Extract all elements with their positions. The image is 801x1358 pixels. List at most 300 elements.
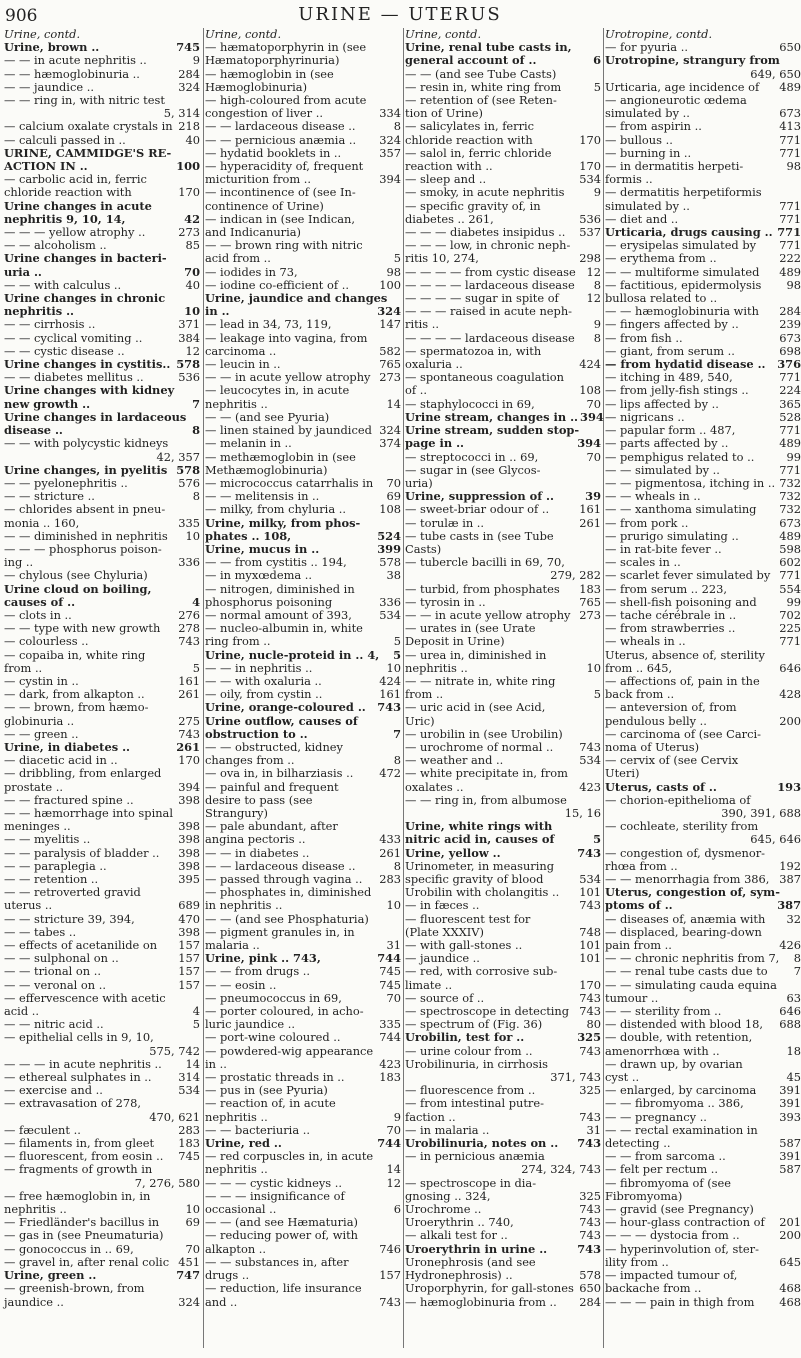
page-reference: 578 bbox=[579, 1268, 601, 1283]
entry-text: monia .. 160, bbox=[4, 515, 80, 530]
entry-text: Urine, orange-coloured .. bbox=[205, 700, 366, 715]
page-reference: 424 bbox=[579, 357, 601, 372]
page-reference: 650 bbox=[779, 40, 801, 55]
page-reference: 274, 324, 743 bbox=[521, 1162, 601, 1177]
page-reference: 201 bbox=[779, 1215, 801, 1230]
entry-text: — — ring in, from albumose bbox=[405, 792, 567, 807]
entry-text: — — — in acute nephritis .. bbox=[4, 1056, 162, 1071]
page-reference: 10 bbox=[386, 660, 401, 675]
entry-text: — cystin in .. bbox=[4, 673, 79, 688]
entry-text: — fragments of growth in bbox=[4, 1162, 153, 1177]
entry-text: nephritis .. bbox=[205, 1109, 268, 1124]
entry-text: — specific gravity of, in bbox=[405, 198, 541, 213]
page-reference: 732 bbox=[779, 489, 801, 504]
index-entry bbox=[605, 847, 801, 860]
page-reference: 31 bbox=[586, 1122, 601, 1137]
entry-text: — spermatozoa in, with bbox=[405, 343, 542, 358]
index-entry bbox=[205, 1111, 401, 1124]
page-reference: 324 bbox=[379, 132, 401, 147]
entry-text: — — pyelonephritis .. bbox=[4, 475, 128, 490]
entry-text: phates .. 108, bbox=[205, 528, 292, 543]
index-entry bbox=[4, 635, 200, 648]
entry-text: in .. bbox=[205, 1056, 227, 1071]
page-reference: 8 bbox=[192, 423, 200, 438]
page-reference: 14 bbox=[386, 396, 401, 411]
index-entry bbox=[4, 649, 200, 662]
entry-text: — — eosin .. bbox=[205, 977, 277, 992]
index-entry bbox=[405, 649, 601, 662]
entry-text: — — hæmoglobinuria .. bbox=[4, 66, 140, 81]
entry-text: pain from .. bbox=[605, 938, 672, 953]
entry-text: — linen stained by jaundiced bbox=[205, 423, 372, 438]
page-reference: 183 bbox=[178, 1136, 200, 1151]
entry-text: — — — diabetes insipidus .. bbox=[405, 225, 566, 240]
page-reference: 376 bbox=[777, 357, 801, 372]
entry-text: nephritis .. bbox=[205, 396, 268, 411]
entry-text: — for pyuria .. bbox=[605, 40, 688, 55]
entry-text: — — stricture 39, 394, bbox=[4, 911, 135, 926]
entry-text: nephritis .. bbox=[205, 1162, 268, 1177]
page-reference: 746 bbox=[379, 1241, 401, 1256]
page-reference: 18 bbox=[786, 1043, 801, 1058]
page-reference bbox=[399, 1282, 401, 1295]
page-reference: 6 bbox=[593, 53, 601, 68]
index-entry bbox=[605, 701, 801, 714]
entry-text: — epithelial cells in 9, 10, bbox=[4, 1030, 154, 1045]
index-entry bbox=[4, 1031, 200, 1044]
page-reference: 239 bbox=[779, 317, 801, 332]
page-reference bbox=[399, 913, 401, 926]
index-entry bbox=[205, 569, 401, 582]
entry-text: noma of Uterus) bbox=[605, 739, 700, 754]
index-entry bbox=[605, 715, 801, 728]
index-column bbox=[405, 27, 604, 1353]
index-entry bbox=[205, 437, 401, 450]
page-reference: 390, 391, 688 bbox=[721, 805, 801, 820]
entry-text: ACTION IN .. bbox=[4, 159, 88, 174]
entry-text: — — (and see Pyuria) bbox=[205, 409, 330, 424]
entry-text: Casts) bbox=[405, 541, 442, 556]
page-reference: 170 bbox=[579, 977, 601, 992]
page-reference: 9 bbox=[593, 317, 601, 332]
page-reference: 771 bbox=[779, 462, 801, 477]
index-entry bbox=[4, 1243, 200, 1256]
entry-text: Urine, red .. bbox=[205, 1136, 282, 1151]
index-entry bbox=[4, 715, 200, 728]
page-reference bbox=[198, 1031, 200, 1044]
entry-text: — cochleate, sterility from bbox=[605, 819, 759, 834]
entry-text: uterus .. bbox=[4, 898, 53, 913]
entry-text: — — — — lardaceous disease bbox=[405, 277, 575, 292]
entry-text: — shell-fish poisoning and bbox=[605, 594, 757, 609]
index-entry bbox=[4, 979, 200, 992]
page-reference bbox=[399, 200, 401, 213]
index-entry bbox=[205, 1097, 401, 1110]
entry-text: — — paraplegia .. bbox=[4, 858, 107, 873]
entry-text: uria .. bbox=[4, 264, 42, 279]
page-reference: 161 bbox=[178, 673, 200, 688]
page-reference: 489 bbox=[779, 528, 801, 543]
index-entry bbox=[205, 662, 401, 675]
page-reference: 765 bbox=[379, 357, 401, 372]
entry-text: — pemphigus related to .. bbox=[605, 449, 755, 464]
page-reference: 743 bbox=[579, 1043, 601, 1058]
entry-text: drugs .. bbox=[205, 1268, 250, 1283]
page-reference bbox=[599, 464, 601, 477]
index-entry bbox=[405, 781, 601, 794]
entry-text: — — — insignificance of bbox=[205, 1188, 345, 1203]
index-entry bbox=[405, 1177, 601, 1190]
index-entry bbox=[605, 913, 801, 926]
entry-text: specific gravity of blood bbox=[405, 872, 544, 886]
page-reference: 63 bbox=[786, 990, 801, 1005]
page-reference bbox=[399, 794, 401, 807]
index-entry bbox=[605, 186, 801, 199]
entry-text: — — diminished in nephritis bbox=[4, 528, 168, 543]
page-reference: 192 bbox=[779, 858, 801, 873]
page-reference: 743 bbox=[579, 1202, 601, 1217]
entry-text: — hydatid booklets in .. bbox=[205, 145, 342, 160]
page-reference: 489 bbox=[779, 436, 801, 451]
entry-text: Urobilin, test for .. bbox=[405, 1030, 525, 1045]
page-reference: 489 bbox=[779, 264, 801, 279]
page-reference bbox=[599, 120, 601, 133]
page-reference: 100 bbox=[379, 277, 401, 292]
entry-text: URINE, CAMMIDGE'S RE- bbox=[4, 145, 172, 160]
index-entry bbox=[4, 965, 200, 978]
page-reference: 101 bbox=[579, 938, 601, 953]
index-entry bbox=[405, 701, 601, 714]
page-reference: 157 bbox=[178, 964, 200, 979]
entry-text: — fluorescent test for bbox=[405, 911, 531, 926]
entry-text: — — myelitis .. bbox=[4, 832, 91, 847]
page-reference: 534 bbox=[178, 1083, 200, 1098]
index-entry bbox=[405, 1296, 601, 1309]
page-reference: 743 bbox=[577, 845, 601, 860]
page-reference: 393 bbox=[779, 1109, 801, 1124]
entry-text: — — (and see Tube Casts) bbox=[405, 66, 557, 81]
page-number: 906 bbox=[5, 6, 38, 26]
entry-text: nitric acid in, causes of bbox=[405, 832, 555, 847]
index-entry bbox=[405, 1111, 601, 1124]
page-reference: 578 bbox=[176, 462, 200, 477]
entry-text: Urine, yellow .. bbox=[405, 845, 501, 860]
index-entry bbox=[605, 833, 801, 846]
entry-text: — reaction of, in acute bbox=[205, 1096, 336, 1111]
page-reference: 218 bbox=[178, 119, 200, 134]
page-reference: 536 bbox=[579, 211, 601, 226]
entry-text: — red corpuscles in, in acute bbox=[205, 1149, 374, 1164]
entry-text: — diet and .. bbox=[605, 211, 679, 226]
index-entry bbox=[605, 1031, 801, 1044]
index-entry bbox=[205, 398, 401, 411]
index-entry bbox=[405, 517, 601, 530]
entry-text: — uric acid in (see Acid, bbox=[405, 700, 546, 715]
entry-text: and Indicanuria) bbox=[205, 225, 301, 240]
entry-text: simulated by .. bbox=[605, 198, 690, 213]
entry-text: — distended with blood 18, bbox=[605, 1017, 763, 1032]
page-reference: 101 bbox=[579, 951, 601, 966]
entry-text: — — from cystitis .. 194, bbox=[205, 555, 347, 570]
entry-text: — fingers affected by .. bbox=[605, 317, 739, 332]
entry-text: back from .. bbox=[605, 687, 675, 702]
index-entry bbox=[4, 266, 200, 279]
page-reference: 645 bbox=[779, 1254, 801, 1269]
page-reference: 534 bbox=[579, 172, 601, 187]
entry-text: — bullous .. bbox=[605, 132, 673, 147]
page-reference: 743 bbox=[379, 1294, 401, 1309]
entry-text: — gas in (see Pneumaturia) bbox=[4, 1228, 164, 1243]
page-reference: 743 bbox=[579, 898, 601, 913]
entry-text: backache from .. bbox=[605, 1281, 702, 1296]
page-reference: 424 bbox=[379, 673, 401, 688]
index-entry bbox=[605, 965, 801, 978]
entry-text: jaundice .. bbox=[4, 1294, 64, 1309]
entry-text: tumour .. bbox=[605, 990, 659, 1005]
page-reference: 12 bbox=[386, 1175, 401, 1190]
entry-text: Uroerythrin in urine .. bbox=[405, 1241, 548, 1256]
page-reference: 394 bbox=[379, 172, 401, 187]
index-entry bbox=[205, 1045, 401, 1058]
index-entry bbox=[205, 715, 401, 728]
page-reference: 200 bbox=[779, 713, 801, 728]
page-reference: 45 bbox=[786, 1070, 801, 1085]
page-reference bbox=[399, 451, 401, 464]
page-reference bbox=[599, 1177, 601, 1190]
entry-text: reaction with .. bbox=[405, 159, 493, 174]
page-reference: 8 bbox=[393, 119, 401, 134]
page-reference: 732 bbox=[779, 502, 801, 517]
page-reference: 743 bbox=[577, 1136, 601, 1151]
page-reference: 598 bbox=[779, 541, 801, 556]
page-reference: 528 bbox=[779, 409, 801, 424]
page-reference: 70 bbox=[185, 1241, 200, 1256]
index-entry bbox=[405, 68, 601, 81]
page-reference: 423 bbox=[379, 1056, 401, 1071]
page-reference bbox=[599, 965, 601, 978]
index-entry bbox=[4, 186, 200, 199]
entry-text: — — in diabetes .. bbox=[205, 845, 310, 860]
page-reference bbox=[399, 54, 401, 67]
index-entry bbox=[4, 781, 200, 794]
page-reference: 468 bbox=[779, 1294, 801, 1309]
index-entry bbox=[405, 120, 601, 133]
index-entry bbox=[405, 318, 601, 331]
index-entry bbox=[4, 332, 200, 345]
entry-text: — congestion of, dysmenor- bbox=[605, 845, 766, 860]
index-entry bbox=[605, 200, 801, 213]
entry-text: nephritis 9, 10, 14, bbox=[4, 211, 126, 226]
entry-text: — — substances in, after bbox=[205, 1254, 349, 1269]
entry-text: Uteri) bbox=[605, 766, 640, 781]
page-reference: 70 bbox=[184, 264, 200, 279]
index-entry bbox=[405, 715, 601, 728]
page-reference bbox=[599, 530, 601, 543]
index-entry bbox=[405, 530, 601, 543]
entry-text: Urine changes in bacteri- bbox=[4, 251, 167, 266]
entry-text: — — menorrhagia from 386, bbox=[605, 872, 770, 886]
index-entry bbox=[4, 398, 200, 411]
page-reference: 5 bbox=[593, 687, 601, 702]
entry-text: amenorrhœa with .. bbox=[605, 1043, 720, 1058]
entry-text: — — melitensis in .. bbox=[205, 489, 320, 504]
entry-text: luric jaundice .. bbox=[205, 1017, 295, 1032]
entry-text: — diseases of, anæmia with bbox=[605, 911, 766, 926]
page-reference: 423 bbox=[579, 779, 601, 794]
entry-text: — in pernicious anæmia bbox=[405, 1149, 545, 1164]
page-reference: 170 bbox=[579, 159, 601, 174]
index-entry bbox=[205, 979, 401, 992]
page-reference bbox=[399, 1229, 401, 1242]
page-reference: 394 bbox=[580, 409, 604, 424]
index-entry bbox=[4, 543, 200, 556]
entry-text: — leucocytes in, in acute bbox=[205, 383, 350, 398]
page-reference: 470, 621 bbox=[149, 1109, 200, 1124]
page-reference: 325 bbox=[577, 1030, 601, 1045]
page-reference bbox=[599, 728, 601, 741]
entry-text: — in malaria .. bbox=[405, 1122, 490, 1137]
entry-text: — scales in .. bbox=[605, 555, 681, 570]
entry-text: — — veronal on .. bbox=[4, 977, 106, 992]
index-entry bbox=[405, 979, 601, 992]
index-entry bbox=[405, 371, 601, 384]
page-reference: 12 bbox=[185, 343, 200, 358]
page-reference: 284 bbox=[779, 304, 801, 319]
index-entry bbox=[405, 583, 601, 596]
page-reference: 261 bbox=[379, 845, 401, 860]
entry-text: — urochrome of normal .. bbox=[405, 739, 554, 754]
page-reference: 7 bbox=[793, 964, 801, 979]
page-reference: 5 bbox=[593, 832, 601, 847]
entry-text: — hour-glass contraction of bbox=[605, 1215, 765, 1230]
index-entry bbox=[405, 728, 601, 741]
index-entry bbox=[205, 200, 401, 213]
index-entry bbox=[205, 1282, 401, 1295]
index-column bbox=[605, 28, 801, 1353]
entry-text: — — trional on .. bbox=[4, 964, 101, 979]
entry-text: Urine stream, changes in .. bbox=[405, 409, 579, 424]
page-reference bbox=[399, 41, 401, 54]
entry-text: Urine, pink .. 743, bbox=[205, 951, 321, 966]
page-reference: 534 bbox=[579, 872, 601, 886]
entry-text: — tyrosin in .. bbox=[405, 594, 486, 609]
page-reference: 9 bbox=[593, 185, 601, 200]
entry-text: Urine, milky, from phos- bbox=[205, 515, 361, 530]
entry-text: — incontinence of (see In- bbox=[205, 185, 356, 200]
entry-text: Urine, green .. bbox=[4, 1268, 97, 1283]
entry-text: Fibromyoma) bbox=[605, 1188, 683, 1203]
index-entry bbox=[4, 318, 200, 331]
page-reference bbox=[399, 81, 401, 94]
entry-text: Urine changes with kidney bbox=[4, 383, 175, 398]
entry-text: — giant, from serum .. bbox=[605, 343, 735, 358]
entry-text: in nephritis .. bbox=[205, 898, 283, 913]
entry-text: Urine, jaundice and changes bbox=[205, 291, 388, 306]
entry-text: — — paralysis of bladder .. bbox=[4, 845, 160, 860]
entry-text: Urine cloud on boiling, bbox=[4, 581, 152, 596]
entry-text: Hæmatoporphyrinuria) bbox=[205, 53, 340, 68]
entry-text: — exercise and .. bbox=[4, 1083, 103, 1098]
entry-text: Urine changes in acute bbox=[4, 198, 152, 213]
page-reference: 398 bbox=[178, 792, 200, 807]
entry-text: — salicylates in, ferric bbox=[405, 119, 535, 134]
index-entry bbox=[605, 1163, 801, 1176]
index-entry bbox=[205, 134, 401, 147]
page-reference: 69 bbox=[386, 489, 401, 504]
entry-text: Uric) bbox=[405, 713, 435, 728]
index-entry bbox=[205, 965, 401, 978]
index-entry bbox=[4, 1282, 200, 1295]
page-reference: 80 bbox=[586, 1017, 601, 1032]
entry-text: — reducing power of, with bbox=[205, 1228, 359, 1243]
index-entry bbox=[405, 767, 601, 780]
index-entry bbox=[605, 1296, 801, 1309]
entry-text: — hæmoglobinuria from .. bbox=[405, 1294, 557, 1309]
index-entry bbox=[405, 503, 601, 516]
page-reference: 4 bbox=[192, 594, 200, 609]
index-entry bbox=[4, 1296, 200, 1309]
index-entry bbox=[4, 384, 200, 397]
entry-text: — — in acute yellow atrophy bbox=[405, 607, 571, 622]
entry-text: — fæculent .. bbox=[4, 1122, 81, 1137]
entry-text: Urine outflow, causes of bbox=[205, 713, 358, 728]
page-reference: 743 bbox=[579, 990, 601, 1005]
index-entry bbox=[605, 1045, 801, 1058]
page-reference: 578 bbox=[176, 357, 200, 372]
page-reference: 10 bbox=[386, 898, 401, 913]
index-entry bbox=[605, 794, 801, 807]
page-reference: 324 bbox=[377, 304, 401, 319]
entry-text: nephritis .. bbox=[4, 1202, 67, 1217]
page-reference: 5 bbox=[192, 660, 200, 675]
index-entry bbox=[205, 635, 401, 648]
index-entry bbox=[4, 701, 200, 714]
entry-text: — methæmoglobin in (see bbox=[205, 449, 356, 464]
page-reference: 398 bbox=[178, 819, 200, 834]
column-continued-heading: Urine, contd. bbox=[4, 27, 81, 41]
index-entry bbox=[4, 120, 200, 133]
index-entry bbox=[605, 781, 801, 794]
index-entry bbox=[405, 1229, 601, 1242]
entry-text: — prostatic threads in .. bbox=[205, 1070, 345, 1085]
entry-text: — displaced, bearing-down bbox=[605, 924, 762, 939]
entry-text: oxalates .. bbox=[405, 779, 464, 794]
entry-text: — hæmoglobin in (see bbox=[205, 66, 334, 81]
index-entry bbox=[205, 120, 401, 133]
entry-text: phosphorus poisoning bbox=[205, 594, 333, 609]
entry-text: — from serum .. 223, bbox=[605, 581, 727, 596]
entry-text: — — simulated by .. bbox=[605, 462, 720, 477]
entry-text: — fluorescence from .. bbox=[405, 1083, 536, 1098]
page-reference bbox=[599, 1097, 601, 1110]
entry-text: Uroerythrin .. 740, bbox=[405, 1215, 514, 1230]
page-reference bbox=[198, 1163, 200, 1176]
page-reference: 747 bbox=[176, 1268, 200, 1283]
index-entry bbox=[4, 794, 200, 807]
index-entry bbox=[205, 530, 401, 543]
page-reference: 284 bbox=[178, 66, 200, 81]
page-reference: 771 bbox=[779, 198, 801, 213]
entry-text: — spectroscope in dia- bbox=[405, 1175, 537, 1190]
entry-text: — chylous (see Chyluria) bbox=[4, 568, 148, 583]
index-entry bbox=[4, 662, 200, 675]
index-entry bbox=[605, 120, 801, 133]
page-reference: 99 bbox=[786, 594, 801, 609]
page-reference: 426 bbox=[779, 938, 801, 953]
page-reference: 8 bbox=[393, 753, 401, 768]
index-entry bbox=[205, 1243, 401, 1256]
index-entry bbox=[205, 451, 401, 464]
